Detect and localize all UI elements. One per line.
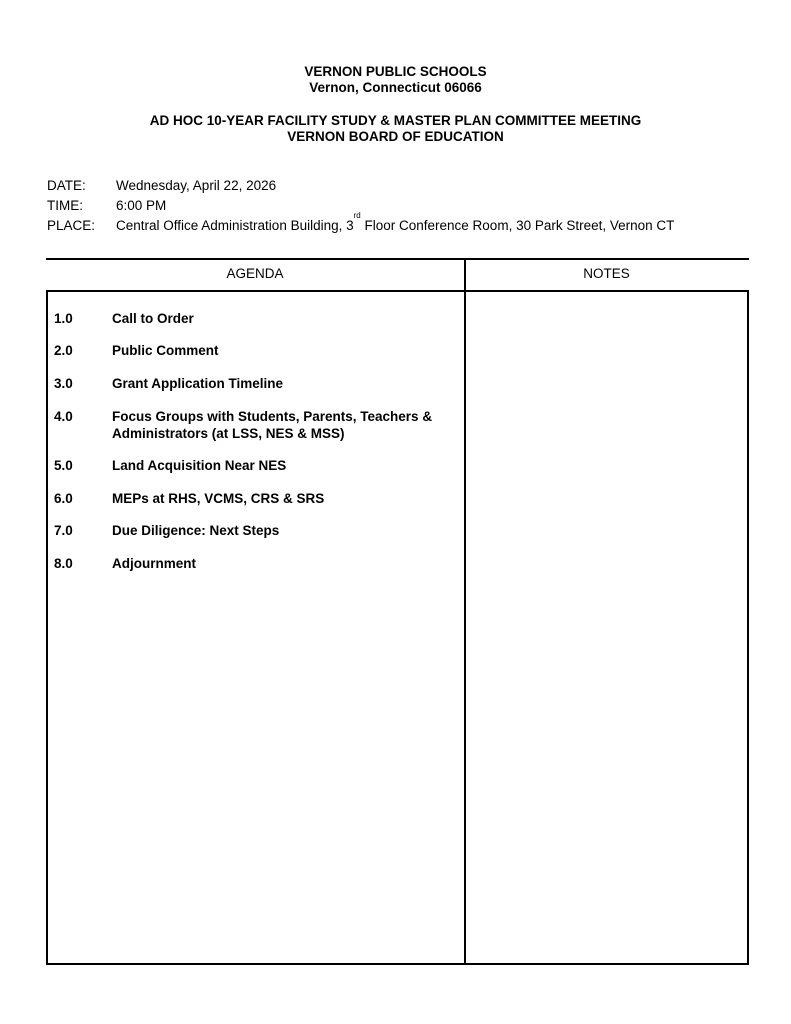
agenda-item-number: 1.0 <box>54 311 73 326</box>
agenda-header: AGENDA <box>226 266 284 281</box>
time-row <box>47 198 166 214</box>
left-border <box>46 291 48 965</box>
agenda-item-text: Land Acquisition Near NES <box>112 458 287 473</box>
date-label: DATE: <box>47 178 86 193</box>
agenda-item-text: Due Diligence: Next Steps <box>112 523 280 538</box>
time-label: TIME: <box>47 198 83 213</box>
org-name: VERNON PUBLIC SCHOOLS <box>304 64 487 79</box>
date-row <box>47 178 276 194</box>
date-value: Wednesday, April 22, 2026 <box>116 178 277 193</box>
header-divider <box>46 290 749 292</box>
place-text-start: Central Office Administration Building, 3 <box>116 218 354 233</box>
right-border <box>747 291 749 965</box>
table-bottom-border <box>46 963 749 965</box>
org-location: Vernon, Connecticut 06066 <box>309 80 482 95</box>
agenda-item-number: 6.0 <box>54 491 73 506</box>
agenda-item-number: 8.0 <box>54 556 73 571</box>
agenda-item-text: Grant Application Timeline <box>112 376 284 391</box>
place-ordinal-suffix: rd <box>353 211 361 220</box>
place-label: PLACE: <box>47 218 96 233</box>
place-value <box>116 211 675 233</box>
column-divider <box>464 258 466 965</box>
agenda-item-text: Focus Groups with Students, Parents, Teachers & Administrators (at LSS, NES & MSS) <box>112 409 433 441</box>
notes-header: NOTES <box>583 266 630 281</box>
agenda-item-text: Adjournment <box>112 556 196 571</box>
table-top-border <box>46 258 749 260</box>
agenda-table <box>46 258 749 965</box>
agenda-item-number: 5.0 <box>54 458 73 473</box>
agenda-item-number: 3.0 <box>54 376 73 391</box>
agenda-item-number: 4.0 <box>54 409 73 424</box>
place-text-end: Floor Conference Room, 30 Park Street, Vernon CT <box>360 218 675 233</box>
board-name: VERNON BOARD OF EDUCATION <box>287 129 504 144</box>
place-row <box>47 211 675 234</box>
agenda-item-text: Public Comment <box>112 343 219 358</box>
time-value: 6:00 PM <box>116 198 167 213</box>
agenda-item-number: 2.0 <box>54 343 73 358</box>
agenda-item-number: 7.0 <box>54 523 73 538</box>
meeting-title: AD HOC 10-YEAR FACILITY STUDY & MASTER PLAN COMMITTEE MEETING <box>149 113 642 128</box>
agenda-item-text: Call to Order <box>112 311 194 326</box>
agenda-item-text: MEPs at RHS, VCMS, CRS & SRS <box>112 491 325 506</box>
